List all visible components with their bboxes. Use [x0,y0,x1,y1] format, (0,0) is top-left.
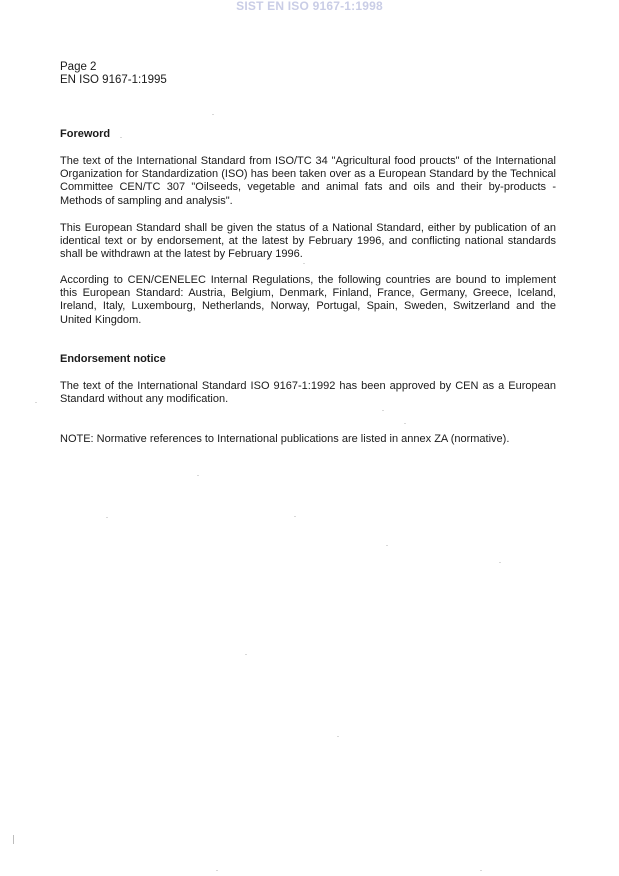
watermark: SIST EN ISO 9167-1:1998 [236,0,383,13]
scan-edge-mark [13,835,14,844]
foreword-paragraph-1: The text of the International Standard from ISO/TC 34 "Agricultural food proucts" of the International Organization for Standardization (ISO) has been taken over as a European Standard by the Technical Committee CEN/TC 307 "Oilseeds, vegetable and animal fats and oils and their by-products - Methods of sampling and analysis". [60,155,556,207]
standard-id: EN ISO 9167-1:1995 [60,74,167,86]
endorsement-text: The text of the International Standard ISO 9167-1:1992 has been approved by CEN as a European Standard without any modification. [60,380,556,406]
scan-speck [386,545,388,546]
scan-speck [212,114,214,115]
foreword-paragraph-2: This European Standard shall be given the status of a National Standard, either by publication of an identical text or by endorsement, at the latest by February 1996, and conflicting national standards shall be withdrawn at the latest by February 1996. [60,222,556,261]
page-number: Page 2 [60,61,97,73]
scan-speck [35,402,37,403]
scan-speck [404,423,406,424]
page-header [60,61,167,87]
scan-speck [382,410,384,411]
foreword-paragraph-3: According to CEN/CENELEC Internal Regulations, the following countries are bound to implement this European Standard: Austria, Belgium, Denmark, Finland, France, Germany, Greece, Iceland, Ireland, Italy, Luxembourg, Netherlands, Norway, Portugal, Spain, Sweden, Switzerland and the United Kingdom. [60,274,556,326]
scan-speck [216,870,218,871]
scan-speck [245,654,247,655]
endorsement-heading: Endorsement notice [60,353,166,365]
foreword-heading: Foreword [60,128,111,140]
scan-speck [499,562,501,563]
note-text: NOTE: Normative references to International publications are listed in annex ZA (normative). [60,433,510,445]
scan-speck [106,517,108,518]
scan-speck [337,736,339,737]
scan-speck [303,263,305,264]
scan-speck [197,475,199,476]
scan-speck [120,137,122,138]
scan-speck [480,870,482,871]
scan-speck [294,516,296,517]
